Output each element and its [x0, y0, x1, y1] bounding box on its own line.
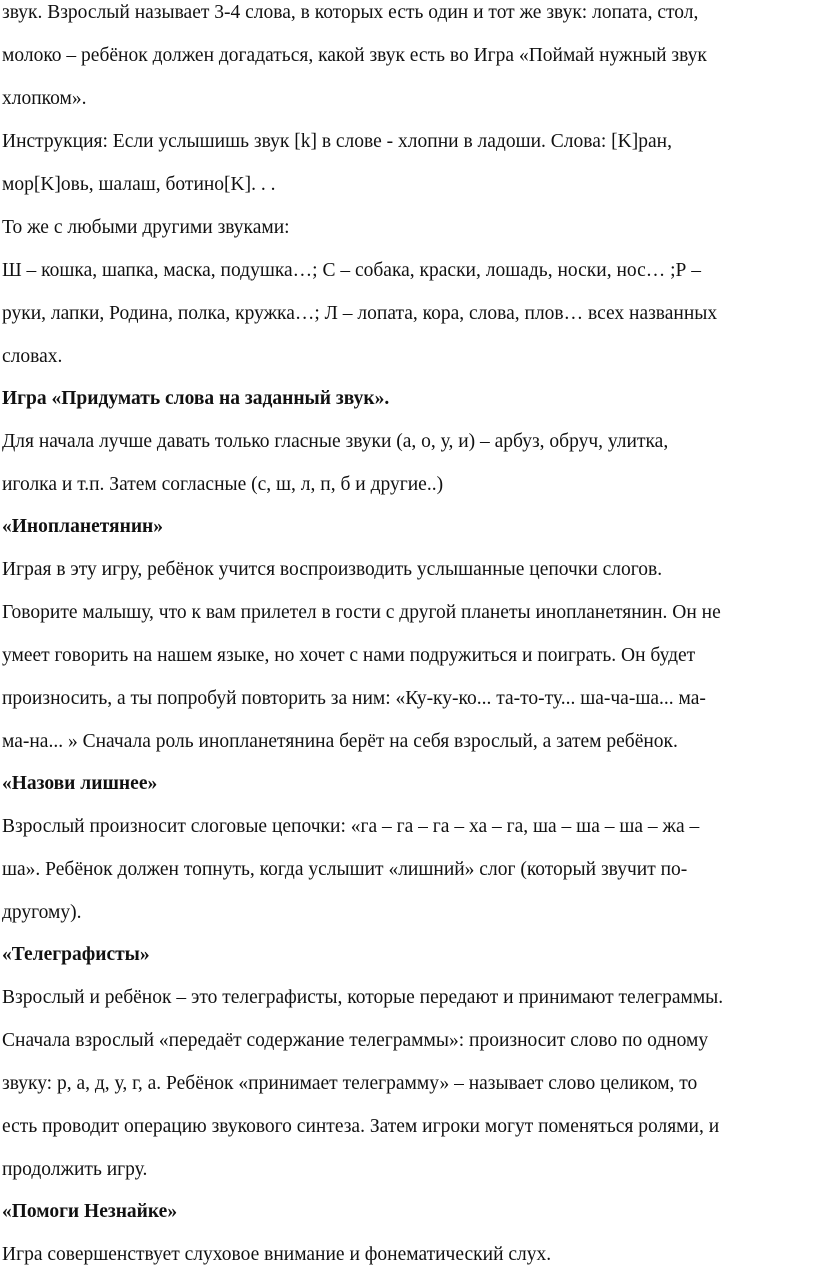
text-line: звук. Взрослый называет 3-4 слова, в которых есть один и тот же звук: лопата, стол, [2, 2, 699, 23]
text-line: Сначала взрослый «передаёт содержание телеграммы»: произносит слово по одному [2, 1030, 709, 1051]
text-line: умеет говорить на нашем языке, но хочет с нами подружиться и поиграть. Он будет [2, 645, 696, 666]
section-heading: «Помоги Незнайке» [2, 1201, 178, 1222]
text-line: иголка и т.п. Затем согласные (с, ш, л, п, б и другие..) [2, 474, 444, 495]
section-heading: «Инопланетянин» [2, 516, 164, 537]
text-line: Играя в эту игру, ребёнок учится воспроизводить услышанные цепочки слогов. [2, 559, 663, 580]
text-line: другому). [2, 902, 82, 923]
text-line: звуку: р, а, д, у, г, а. Ребёнок «принимает телеграмму» – называет слово целиком, то [2, 1073, 698, 1094]
text-line: продолжить игру. [2, 1159, 148, 1180]
text-line: Говорите малышу, что к вам прилетел в гости с другой планеты инопланетянин. Он не [2, 602, 721, 623]
section-heading: «Назови лишнее» [2, 773, 158, 794]
text-line: Инструкция: Если услышишь звук [k] в слове - хлопни в ладоши. Слова: [K]ран, [2, 131, 672, 152]
text-line: молоко – ребёнок должен догадаться, какой звук есть во Игра «Поймай нужный звук [2, 45, 707, 66]
text-line: словах. [2, 346, 63, 367]
text-line: Взрослый произносит слоговые цепочки: «га – га – га – ха – га, ша – ша – ша – жа – [2, 816, 700, 837]
text-line: руки, лапки, Родина, полка, кружка…; Л – лопата, кора, слова, плов… всех названных [2, 303, 718, 324]
text-line: Ш – кошка, шапка, маска, подушка…; С – собака, краски, лошадь, носки, нос… ;Р – [2, 260, 702, 281]
text-line: мор[K]овь, шалаш, ботино[K]. . . [2, 174, 276, 195]
text-line: Для начала лучше давать только гласные звуки (а, о, у, и) – арбуз, обруч, улитка, [2, 431, 669, 452]
text-line: ма-на... » Сначала роль инопланетянина берёт на себя взрослый, а затем ребёнок. [2, 731, 678, 752]
text-line: есть проводит операцию звукового синтеза. Затем игроки могут поменяться ролями, и [2, 1116, 720, 1137]
section-heading: Игра «Придумать слова на заданный звук». [2, 388, 390, 409]
text-line: То же с любыми другими звуками: [2, 217, 290, 238]
section-heading: «Телеграфисты» [2, 944, 150, 965]
text-line: Игра совершенствует слуховое внимание и фонематический слух. [2, 1244, 552, 1265]
text-line: Взрослый и ребёнок – это телеграфисты, которые передают и принимают телеграммы. [2, 987, 724, 1008]
text-line: произносить, а ты попробуй повторить за ним: «Ку-ку-ко... та-то-ту... ша-ча-ша... ма- [2, 688, 706, 709]
text-line: ша». Ребёнок должен топнуть, когда услышит «лишний» слог (который звучит по- [2, 859, 688, 880]
text-line: хлопком». [2, 88, 87, 109]
